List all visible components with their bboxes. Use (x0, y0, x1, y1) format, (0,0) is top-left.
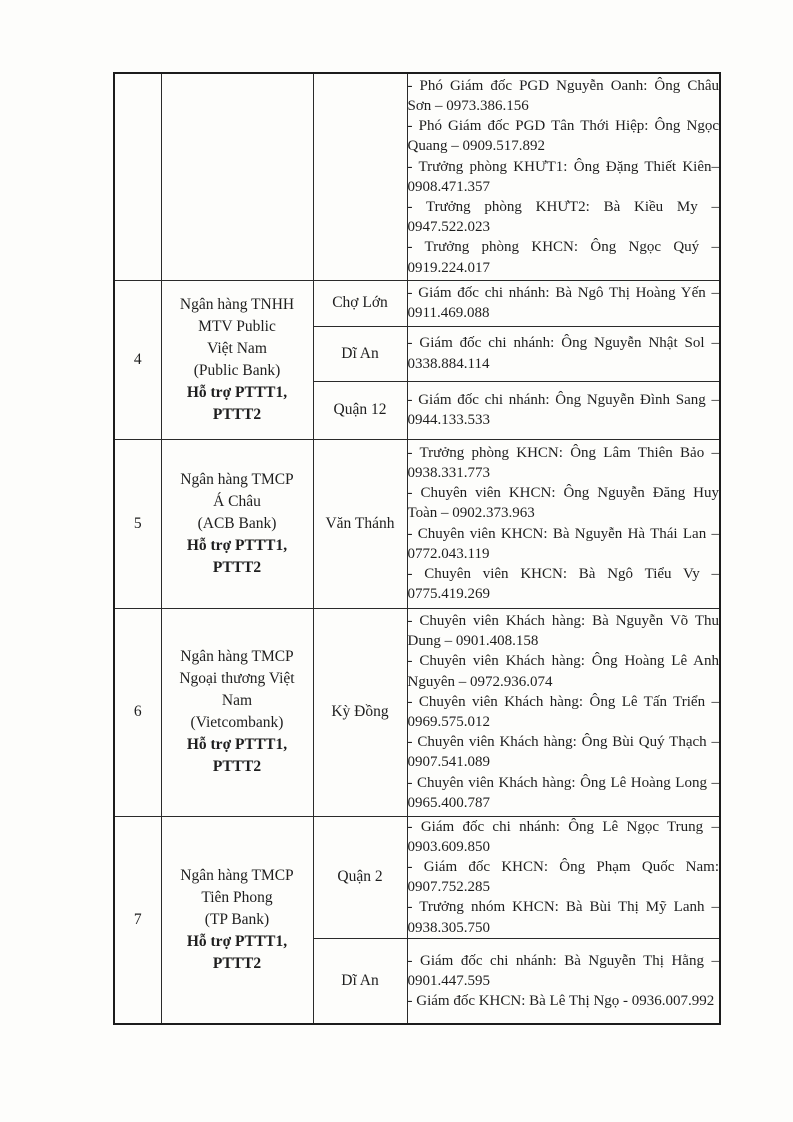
table-row-bank-6 (114, 608, 720, 816)
contacts-cell-quan-2 (407, 816, 720, 938)
bank-support-line: PTTT2 (212, 405, 262, 423)
empty-branch-cell (313, 73, 407, 280)
bank-name-cell-acb-bank (161, 439, 313, 608)
branch-cell-quan-12: Quận 12 (313, 381, 407, 439)
branch-cell-di-an: Dĩ An (313, 326, 407, 381)
bank-name-line: Á Châu (213, 492, 261, 510)
row-number-cell: 6 (114, 608, 161, 816)
row-number-cell: 7 (114, 816, 161, 1024)
contact-line: - Chuyên viên Khách hàng: Ông Hoàng Lê Anh Nguyên – 0972.936.074 (407, 653, 719, 690)
bank-name-line: Tiên Phong (201, 888, 273, 906)
bank-support-line: Hỗ trợ PTTT1, (186, 383, 288, 401)
table-row-bank-4 (114, 280, 720, 326)
bank-name-line: (TP Bank) (204, 910, 270, 928)
contact-line: - Trưởng phòng KHCN: Ông Lâm Thiên Bảo – 0938.331.773 (407, 444, 719, 481)
branch-cell-di-an-tp: Dĩ An (313, 938, 407, 1024)
contact-line: - Giám đốc chi nhánh: Ông Lê Ngọc Trung – 0903.609.850 (407, 818, 719, 855)
bank-name-cell-tp-bank (161, 816, 313, 1024)
contact-line: - Chuyên viên Khách hàng: Ông Lê Tấn Triển – 0969.575.012 (407, 693, 719, 730)
table-row-bank-5 (114, 439, 720, 608)
bank-name-line: MTV Public (198, 317, 276, 335)
bank-name-line: Ngân hàng TNHH (179, 295, 295, 313)
bank-name-line: Nam (221, 692, 253, 709)
bank-name-line: Ngoại thương Việt (179, 670, 295, 687)
contact-line: - Phó Giám đốc PGD Tân Thới Hiệp: Ông Ngọc Quang – 0909.517.892 (407, 118, 719, 155)
contact-line: - Giám đốc chi nhánh: Bà Nguyễn Thị Hằng – 0901.447.595 (407, 952, 719, 989)
bank-name (162, 646, 313, 734)
table-row-continued (114, 73, 720, 280)
bank-name-line: Ngân hàng TMCP (180, 648, 294, 665)
contact-line: - Giám đốc chi nhánh: Ông Nguyễn Nhật Sol – 0338.884.114 (407, 335, 719, 372)
bank-contacts-table (113, 72, 721, 1025)
empty-number-cell (114, 73, 161, 280)
contact-line: - Chuyên viên Khách hàng: Bà Nguyễn Võ Thu Dung – 0901.408.158 (407, 612, 719, 650)
bank-support-line: PTTT2 (212, 954, 262, 972)
branch-cell-cho-lon: Chợ Lớn (313, 280, 407, 326)
contact-line: - Chuyên viên KHCN: Bà Ngô Tiểu Vy – 0775.419.269 (407, 565, 719, 603)
contacts-cell-quan-12 (407, 381, 720, 439)
contact-line: - Phó Giám đốc PGD Nguyễn Oanh: Ông Châu Sơn – 0973.386.156 (407, 77, 719, 114)
contact-line: - Trưởng phòng KHƯT1: Ông Đặng Thiết Kiên–0908.471.357 (407, 158, 719, 195)
bank-name (162, 294, 313, 382)
row-number-cell: 4 (114, 280, 161, 439)
bank-support-note (162, 931, 313, 975)
contacts-cell-ky-dong (407, 608, 720, 816)
bank-support-note (162, 382, 313, 426)
contact-line: - Chuyên viên Khách hàng: Ông Lê Hoàng Long – 0965.400.787 (407, 774, 719, 811)
bank-support-line: PTTT2 (212, 758, 262, 775)
contact-line: - Trưởng phòng KHCN: Ông Ngọc Quý – 0919.224.017 (407, 239, 719, 276)
bank-name-line: Ngân hàng TMCP (180, 866, 294, 884)
contact-line: - Trưởng nhóm KHCN: Bà Bùi Thị Mỹ Lanh – 0938.305.750 (407, 899, 719, 936)
contact-line: - Chuyên viên KHCN: Ông Nguyễn Đăng Huy Toàn – 0902.373.963 (407, 485, 719, 522)
bank-name-cell-public-bank (161, 280, 313, 439)
contacts-cell-continued (407, 73, 720, 280)
contacts-cell-cho-lon (407, 280, 720, 326)
bank-support-line: PTTT2 (212, 558, 262, 576)
bank-name-line: (ACB Bank) (197, 514, 277, 532)
contact-line: - Giám đốc chi nhánh: Bà Ngô Thị Hoàng Yến – 0911.469.088 (407, 284, 719, 321)
bank-name-line: (Public Bank) (193, 361, 281, 379)
contacts-cell-di-an (407, 326, 720, 381)
bank-support-note (162, 535, 313, 579)
contacts-cell-van-thanh (407, 439, 720, 608)
branch-cell-van-thanh: Văn Thánh (313, 439, 407, 608)
branch-cell-ky-dong: Kỳ Đồng (313, 608, 407, 816)
contact-line: - Chuyên viên KHCN: Bà Nguyễn Hà Thái Lan – 0772.043.119 (407, 525, 719, 562)
bank-support-line: Hỗ trợ PTTT1, (186, 932, 288, 950)
empty-bank-cell (161, 73, 313, 280)
bank-name (162, 865, 313, 931)
contact-line: - Trưởng phòng KHƯT2: Bà Kiều My – 0947.522.023 (407, 198, 719, 236)
bank-name-line: Việt Nam (207, 339, 267, 357)
bank-support-line: Hỗ trợ PTTT1, (186, 536, 288, 554)
bank-name-line: Ngân hàng TMCP (180, 470, 294, 488)
contact-line: - Giám đốc KHCN: Bà Lê Thị Ngọ - 0936.007.992 (407, 993, 715, 1010)
table-row-bank-7 (114, 816, 720, 938)
bank-support-line: Hỗ trợ PTTT1, (186, 736, 288, 753)
bank-name-cell-vietcombank (161, 608, 313, 816)
contact-line: - Giám đốc chi nhánh: Ông Nguyễn Đình Sang – 0944.133.533 (407, 391, 719, 428)
bank-support-note (162, 734, 313, 778)
contact-line: - Giám đốc KHCN: Ông Phạm Quốc Nam: 0907.752.285 (407, 858, 719, 896)
contacts-cell-di-an-tp (407, 938, 720, 1024)
row-number-cell: 5 (114, 439, 161, 608)
contact-line: - Chuyên viên Khách hàng: Ông Bùi Quý Thạch – 0907.541.089 (407, 734, 719, 771)
branch-cell-quan-2: Quận 2 (313, 816, 407, 938)
bank-name-line: (Vietcombank) (190, 714, 284, 731)
bank-name (162, 469, 313, 535)
